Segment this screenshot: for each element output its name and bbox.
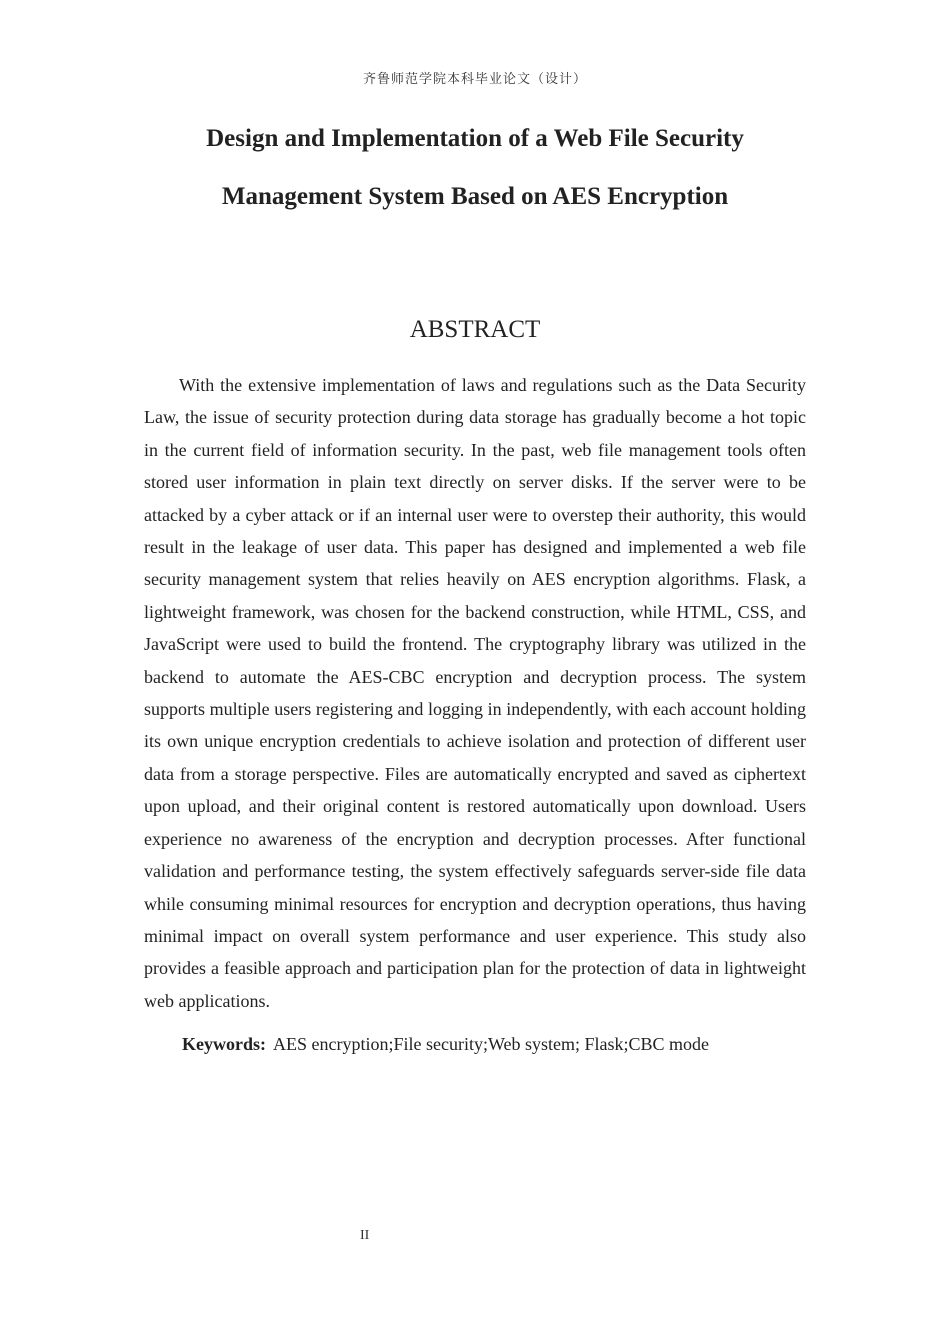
- running-header: 齐鲁师范学院本科毕业论文（设计）: [362, 72, 587, 87]
- paper-title-line-2: Management System Based on AES Encryption: [221, 183, 729, 210]
- keywords-line: [182, 1030, 806, 1058]
- paper-title-line-1: Design and Implementation of a Web File Security: [206, 125, 744, 152]
- abstract-body: With the extensive implementation of laws and regulations such as the Data Security Law, the issue of security protection during data storage has gradually become a hot topic in the current field of information security. In the past, web file management tools often stored user information in plain text directly on server disks. If the server were to be attacked by a cyber attack or if an internal user were to overstep their authority, this would result in the leakage of user data. This paper has designed and implemented a web file security management system that relies heavily on AES encryption algorithms. Flask, a lightweight framework, was chosen for the backend construction, while HTML, CSS, and JavaScript were used to build the frontend. The cryptography library was utilized in the backend to automate the AES-CBC encryption and decryption process. The system supports multiple users registering and logging in independently, with each account holding its own unique encryption credentials to achieve isolation and protection of different user data from a storage perspective. Files are automatically encrypted and saved as ciphertext upon upload, and their original content is restored automatically upon download. Users experience no awareness of the encryption and decryption processes. After functional validation and performance testing, the system effectively safeguards server-side file data while consuming minimal resources for encryption and decryption operations, thus having minimal impact on overall system performance and user experience. This study also provides a feasible approach and participation plan for the protection of data in lightweight web applications.: [144, 375, 806, 1011]
- abstract-heading: ABSTRACT: [409, 316, 541, 343]
- keywords-value: AES encryption;File security;Web system; Flask;CBC mode: [273, 1034, 710, 1054]
- keywords-label: Keywords:: [182, 1034, 266, 1054]
- page-number: II: [360, 1228, 370, 1243]
